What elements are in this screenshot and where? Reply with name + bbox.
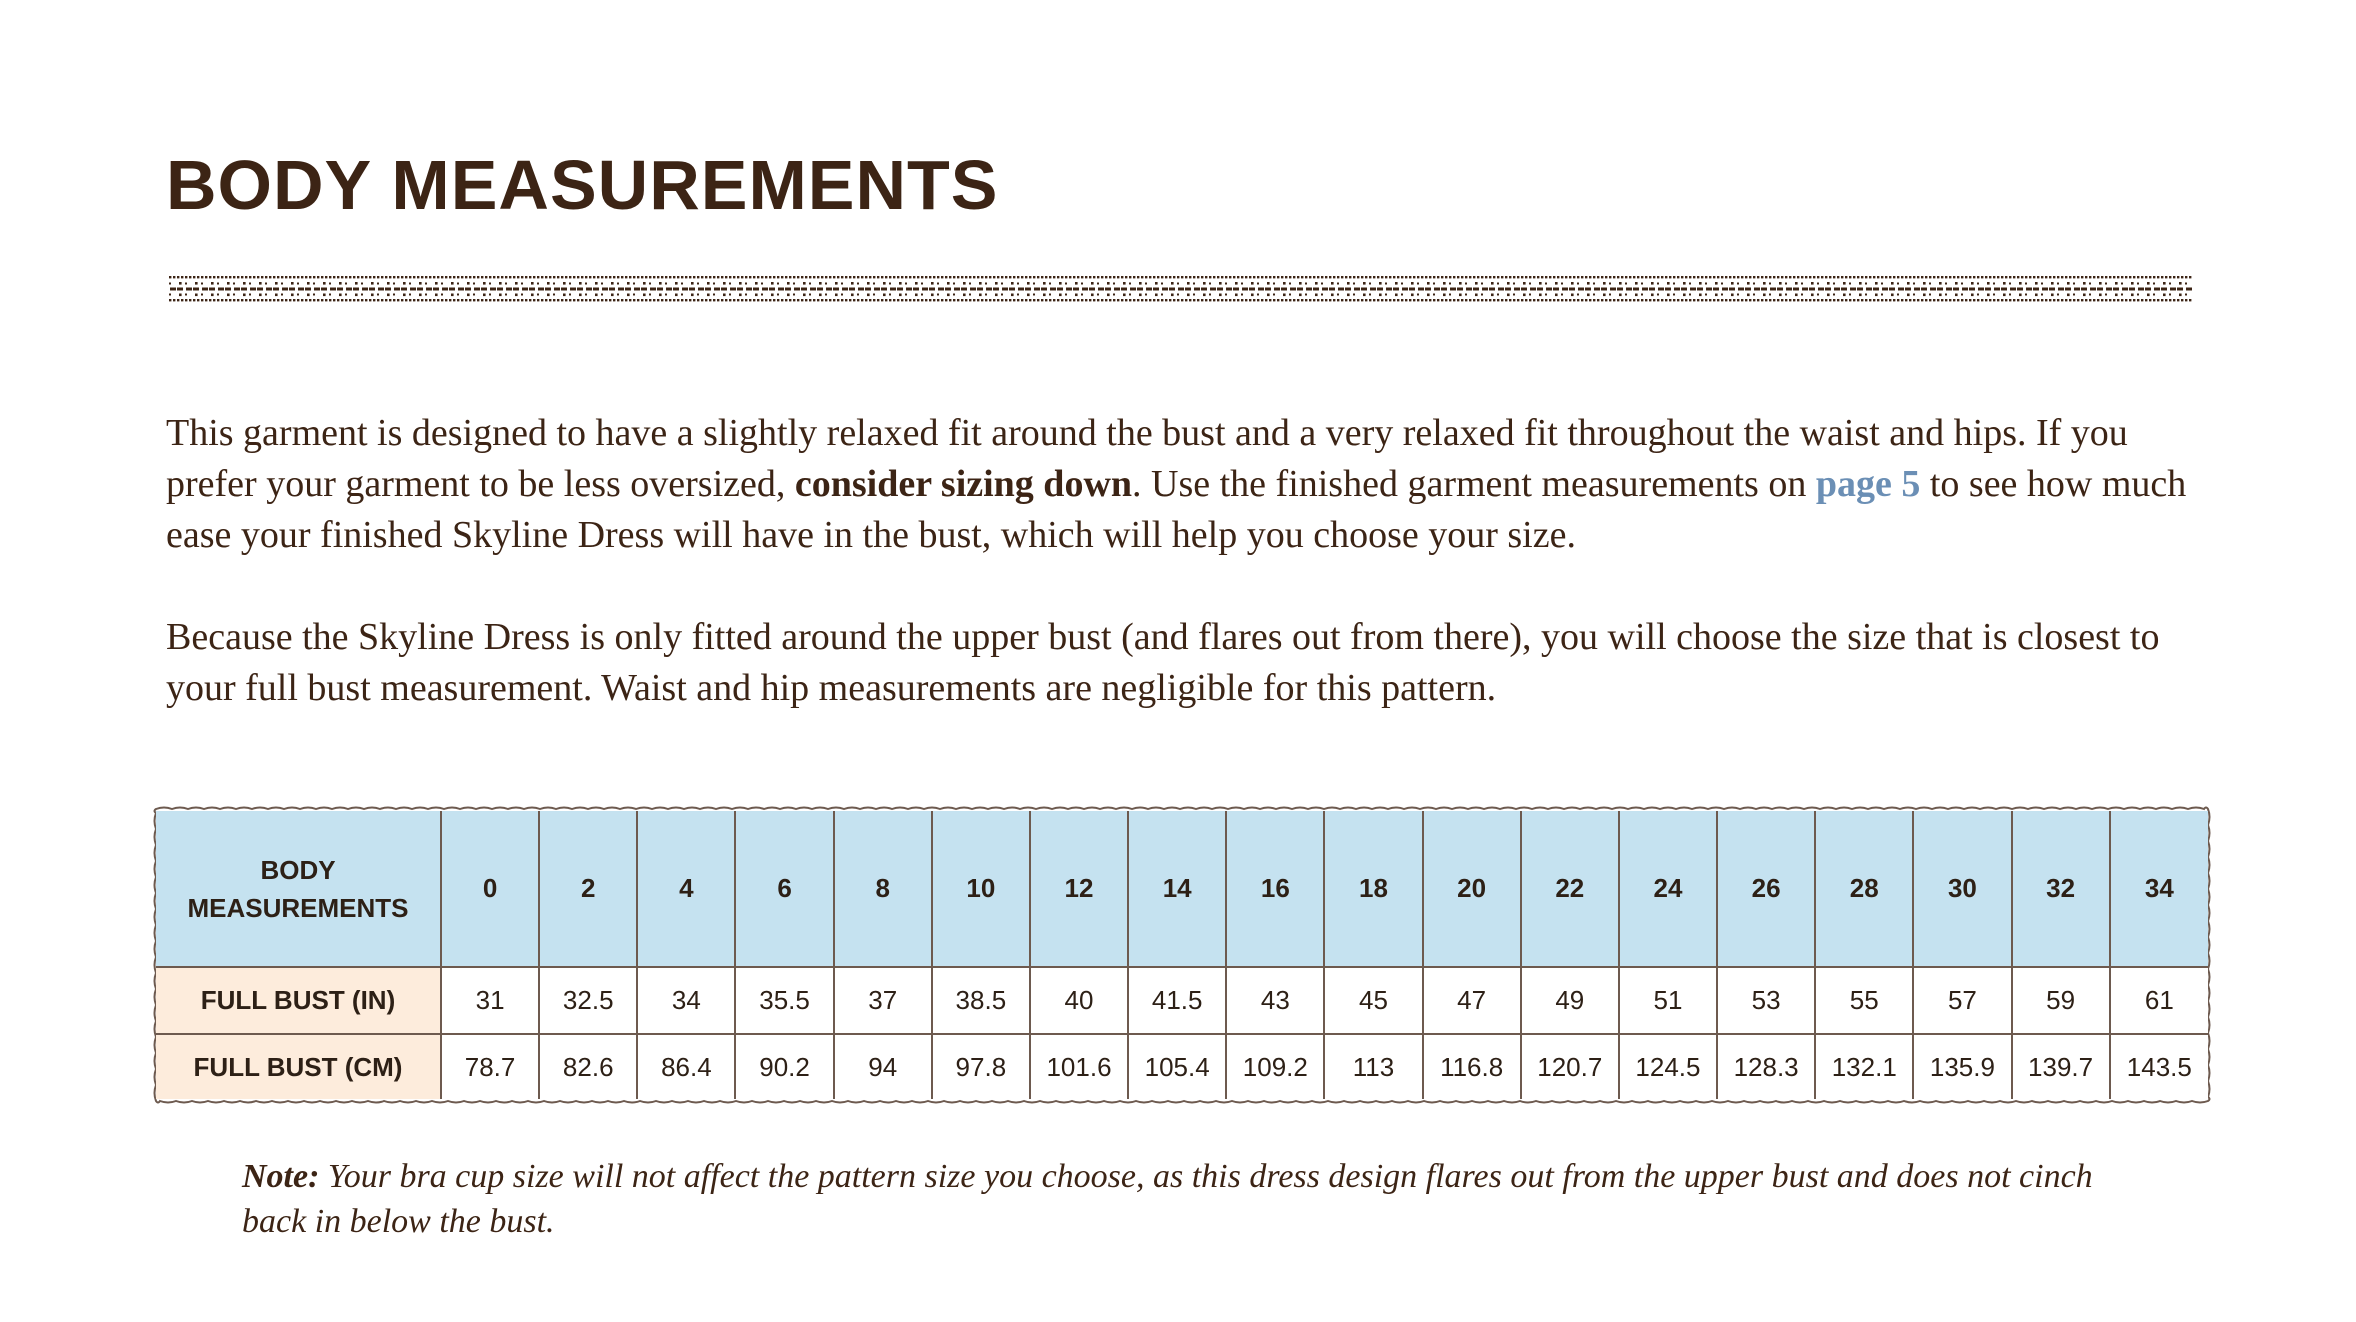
decorative-divider: [168, 272, 2192, 306]
row-label: FULL BUST (CM): [156, 1034, 441, 1099]
sizing-down-emphasis: consider sizing down: [794, 463, 1133, 505]
intro-text-3: to see how much ease your finished Skyline Dress will have in the bust, which will help you choose your size.: [166, 463, 2187, 556]
table-cell: 128.3: [1717, 1034, 1815, 1099]
size-header-28: 28: [1815, 811, 1913, 967]
table-cell: 31: [441, 967, 539, 1034]
size-header-10: 10: [932, 811, 1030, 967]
table-cell: 120.7: [1521, 1034, 1619, 1099]
size-header-8: 8: [834, 811, 932, 967]
measurements-table-frame: [152, 805, 2212, 1105]
size-header-14: 14: [1128, 811, 1226, 967]
size-header-26: 26: [1717, 811, 1815, 967]
size-header-0: 0: [441, 811, 539, 967]
intro-text-1: This garment is designed to have a slightly relaxed fit around the bust and a very relaxed fit throughout the waist and hips. If you prefer your garment to be less oversized,: [166, 412, 2128, 505]
table-cell: 101.6: [1030, 1034, 1128, 1099]
note-label: Note:: [242, 1158, 320, 1195]
table-cell: 53: [1717, 967, 1815, 1034]
table-cell: 38.5: [932, 967, 1030, 1034]
table-cell: 105.4: [1128, 1034, 1226, 1099]
table-cell: 78.7: [441, 1034, 539, 1099]
size-header-32: 32: [2012, 811, 2110, 967]
table-cell: 43: [1226, 967, 1324, 1034]
size-header-30: 30: [1913, 811, 2011, 967]
page-title: BODY MEASUREMENTS: [166, 146, 999, 224]
table-cell: 135.9: [1913, 1034, 2011, 1099]
table-cell: 124.5: [1619, 1034, 1717, 1099]
table-cell: 59: [2012, 967, 2110, 1034]
note-text: Your bra cup size will not affect the pattern size you choose, as this dress design flares out from the upper bust and does not cinch back in below the bust.: [242, 1158, 2093, 1240]
table-cell: 61: [2110, 967, 2208, 1034]
page-5-link[interactable]: page 5: [1815, 463, 1921, 505]
size-chart-table: [156, 811, 2208, 1099]
corner-line-2: MEASUREMENTS: [187, 892, 409, 923]
table-cell: 49: [1521, 967, 1619, 1034]
table-cell: 32.5: [539, 967, 637, 1034]
table-cell: 55: [1815, 967, 1913, 1034]
table-cell: 82.6: [539, 1034, 637, 1099]
size-header-20: 20: [1423, 811, 1521, 967]
table-row: [156, 1034, 2208, 1099]
table-cell: 139.7: [2012, 1034, 2110, 1099]
table-cell: 41.5: [1128, 967, 1226, 1034]
table-cell: 57: [1913, 967, 2011, 1034]
table-cell: 40: [1030, 967, 1128, 1034]
table-cell: 86.4: [637, 1034, 735, 1099]
table-cell: 45: [1324, 967, 1422, 1034]
size-header-24: 24: [1619, 811, 1717, 967]
table-header-row: [156, 811, 2208, 967]
table-cell: 109.2: [1226, 1034, 1324, 1099]
size-header-34: 34: [2110, 811, 2208, 967]
corner-line-1: BODY: [260, 854, 336, 885]
table-cell: 116.8: [1423, 1034, 1521, 1099]
table-cell: 51: [1619, 967, 1717, 1034]
table-cell: 37: [834, 967, 932, 1034]
table-cell: 35.5: [735, 967, 833, 1034]
size-header-18: 18: [1324, 811, 1422, 967]
table-cell: 132.1: [1815, 1034, 1913, 1099]
size-header-12: 12: [1030, 811, 1128, 967]
table-cell: 143.5: [2110, 1034, 2208, 1099]
intro-paragraph-fit: [166, 408, 2206, 561]
table-cell: 34: [637, 967, 735, 1034]
row-label: FULL BUST (IN): [156, 967, 441, 1034]
table-cell: 113: [1324, 1034, 1422, 1099]
table-corner-header: [156, 811, 441, 967]
size-header-2: 2: [539, 811, 637, 967]
table-cell: 94: [834, 1034, 932, 1099]
table-cell: 97.8: [932, 1034, 1030, 1099]
table-cell: 90.2: [735, 1034, 833, 1099]
table-cell: 47: [1423, 967, 1521, 1034]
size-header-22: 22: [1521, 811, 1619, 967]
intro-paragraph-bust: Because the Skyline Dress is only fitted around the upper bust (and flares out from there), you will choose the size that is closest to your full bust measurement. Waist and hip measurements are negligible for this pattern.: [166, 616, 2160, 709]
size-header-4: 4: [637, 811, 735, 967]
size-header-6: 6: [735, 811, 833, 967]
bra-cup-note: [242, 1154, 2142, 1244]
size-header-16: 16: [1226, 811, 1324, 967]
intro-text-2: . Use the finished garment measurements on: [1132, 463, 1816, 505]
table-row: [156, 967, 2208, 1034]
